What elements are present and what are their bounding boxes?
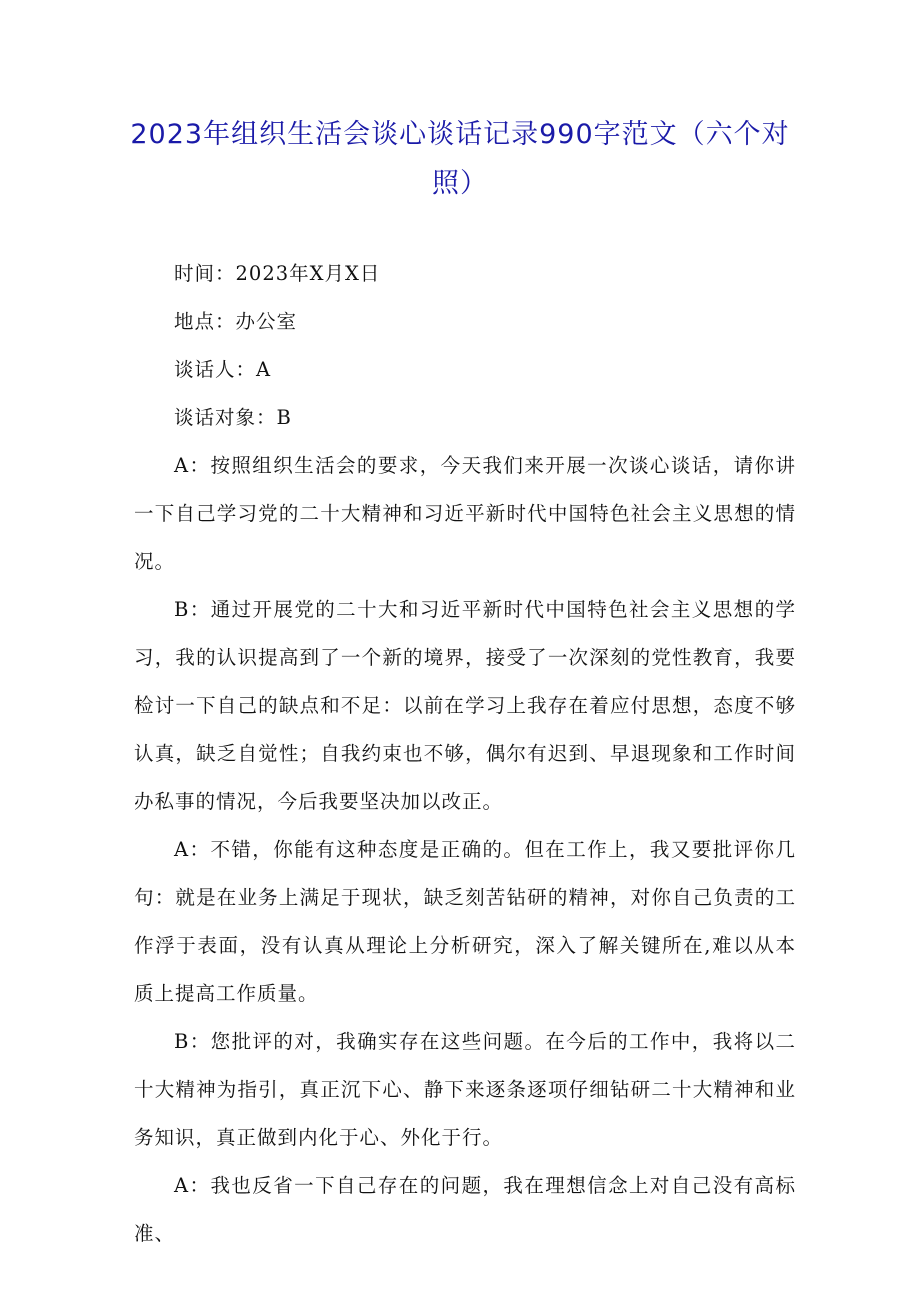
dialogue-paragraph: B：您批评的对，我确实存在这些问题。在今后的工作中，我将以二十大精神为指引，真正沉下心、静下来逐条逐项仔细钻研二十大精神和业务知识，真正做到内化于心、外化于行。 <box>134 1030 796 1149</box>
dialogue-paragraph: A：不错，你能有这种态度是正确的。但在工作上，我又要批评你几句：就是在业务上满足于现状，缺乏刻苦钻研的精神，对你自己负责的工作浮于表面，没有认真从理论上分析研究，深入了解关键所在,难以从本质上提高工作质量。 <box>134 838 796 1005</box>
dialogue-paragraph: B：通过开展党的二十大和习近平新时代中国特色社会主义思想的学习，我的认识提高到了一个新的境界，接受了一次深刻的党性教育，我要检讨一下自己的缺点和不足：以前在学习上我存在着应付思想，态度不够认真，缺乏自觉性；自我约束也不够，偶尔有迟到、早退现象和工作时间办私事的情况，今后我要坚决加以改正。 <box>134 598 796 813</box>
dialogue-paragraph: A：我也反省一下自己存在的问题，我在理想信念上对自己没有高标准、 <box>134 1174 796 1245</box>
meta-time: 时间：2023年X月X日 <box>174 262 381 285</box>
meta-speaker: 谈话人：A <box>174 358 272 381</box>
dialogue-paragraph: A：按照组织生活会的要求，今天我们来开展一次谈心谈话，请你讲一下自己学习党的二十大精神和习近平新时代中国特色社会主义思想的情况。 <box>134 454 796 573</box>
meta-interviewee: 谈话对象：B <box>174 406 292 429</box>
document-title: 2023年组织生活会谈心谈话记录990字范文（六个对照） <box>130 119 790 199</box>
document-body <box>134 250 796 1258</box>
meta-location: 地点：办公室 <box>174 310 298 333</box>
